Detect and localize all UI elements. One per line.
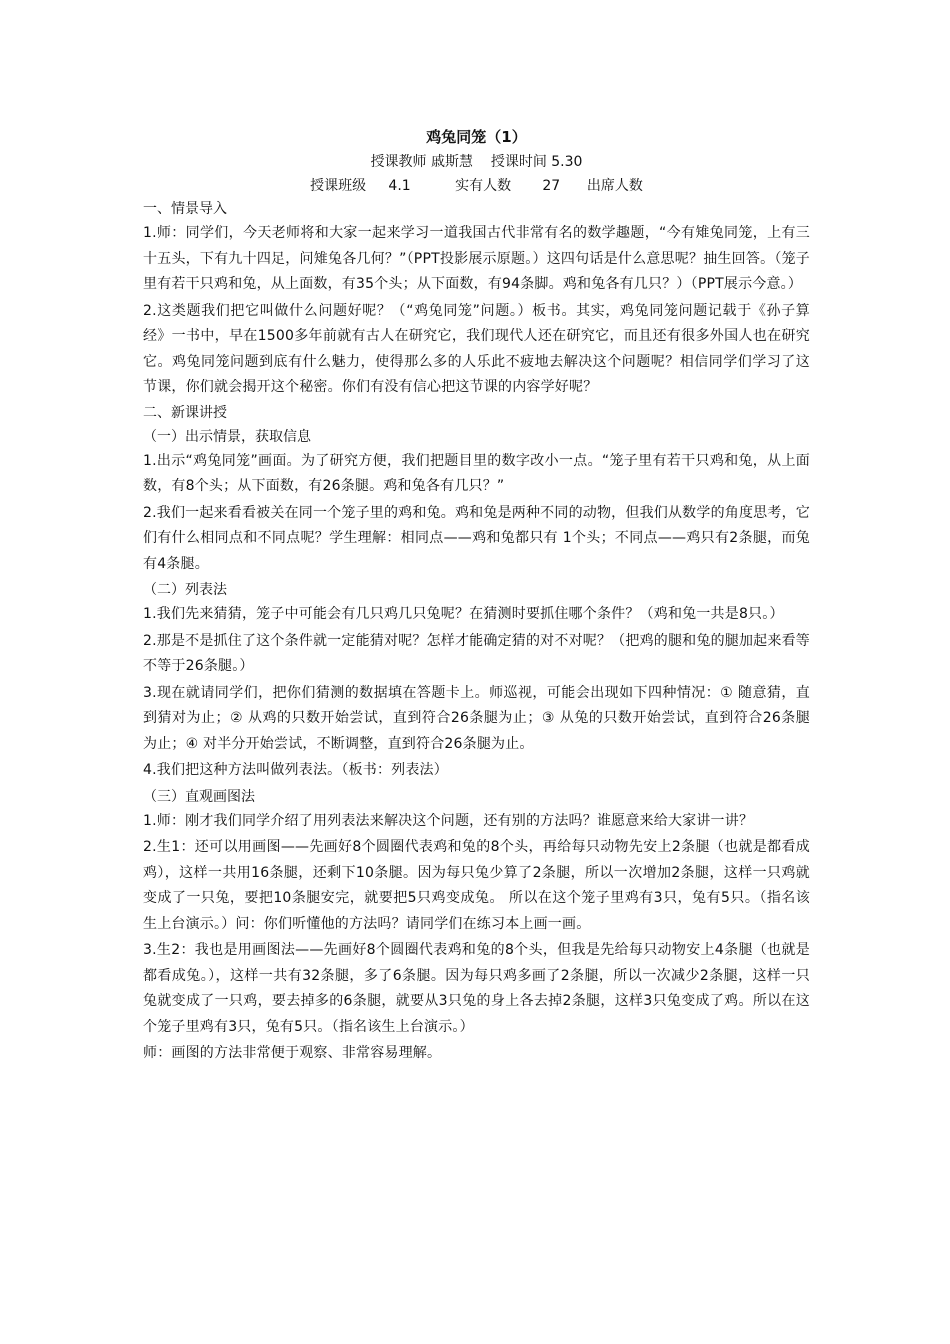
section-heading-new-lesson: 二、新课讲授: [143, 404, 227, 421]
paragraph: 1.师：刚才我们同学介绍了用列表法来解决这个问题，还有别的方法吗？谁愿意来给大家讲一讲？: [143, 812, 754, 829]
paragraph: 1.我们先来猜猜，笼子中可能会有几只鸡几只兔呢？在猜测时要抓住哪个条件？（鸡和兔一共是8只。）: [143, 606, 784, 622]
document-title: 鸡兔同笼（1）: [426, 128, 527, 146]
paragraph: 1.师：同学们，今天老师将和大家一起来学习一道我国古代非常有名的数学趣题，“今有雉兔同笼，上有三十五头，下有九十四足，问雉兔各几何？”（PPT投影展示原题。）这四句话是什么意思呢？抽生回答。（笼子里有若干只鸡和兔，从上面数，有35个头；从下面数，有94条脚。鸡和兔各有几只？）（PPT展示今意。）: [143, 225, 810, 292]
paragraph: 2.生1：还可以用画图——先画好8个圆圈代表鸡和兔的8个头，再给每只动物先安上2条腿（也就是都看成鸡），这样一共用16条腿，还剩下10条腿。因为每只兔少算了2条腿，所以一次增加2条腿，这样一只鸡就变成了一只兔，要把10条腿安完，就要把5只鸡变成兔。 所以在这个笼子里鸡有3只，兔有5只。（指名该生上台演示。）问：你们听懂他的方法吗？请同学们在练习本上画一画。: [143, 839, 810, 932]
subsection-heading: （二）列表法: [143, 582, 227, 598]
document-body: [143, 126, 810, 1068]
subsection-heading: （三）直观画图法: [143, 788, 255, 805]
paragraph: 3.现在就请同学们，把你们猜测的数据填在答题卡上。师巡视，可能会出现如下四种情况：① 随意猜，直到猜对为止；② 从鸡的只数开始尝试，直到符合26条腿为止；③ 从兔的只数开始尝试，直到符合26条腿为止；④ 对半分开始尝试，不断调整，直到符合26条腿为止。: [143, 684, 810, 752]
paragraph: 4.我们把这种方法叫做列表法。（板书：列表法）: [143, 762, 448, 778]
section-heading-intro: 一、情景导入: [143, 201, 227, 217]
teacher-time-line: 授课教师 戚斯慧 授课时间 5.30: [370, 154, 583, 170]
class-attendance-line: 授课班级 4.1 实有人数 27 出席人数: [310, 178, 643, 194]
paragraph: 3.生2：我也是用画图法——先画好8个圆圈代表鸡和兔的8个头，但我是先给每只动物安上4条腿（也就是都看成兔。），这样一共有32条腿，多了6条腿。因为每只鸡多画了2条腿，所以一次减少2条腿，这样一只兔就变成了一只鸡，要去掉多的6条腿，就要从3只兔的身上各去掉2条腿，这样3只兔变成了鸡。所以在这个笼子里鸡有3只，兔有5只。（指名该生上台演示。）: [143, 942, 810, 1035]
paragraph: 1.出示“鸡兔同笼”画面。为了研究方便，我们把题目里的数字改小一点。“笼子里有若干只鸡和兔，从上面数，有8个头；从下面数，有26条腿。鸡和兔各有几只？”: [143, 452, 810, 494]
paragraph: 2.这类题我们把它叫做什么问题好呢？（“鸡兔同笼”问题。）板书。其实，鸡兔同笼问题记载于《孙子算经》一书中，早在1500多年前就有古人在研究它，我们现代人还在研究它，而且还有很多外国人也在研究它。鸡兔同笼问题到底有什么魅力，使得那么多的人乐此不疲地去解决这个问题呢？相信同学们学习了这节课，你们就会揭开这个秘密。你们有没有信心把这节课的内容学好呢？: [143, 302, 810, 395]
subsection-heading: （一）出示情景，获取信息: [143, 428, 311, 445]
paragraph: 2.我们一起来看看被关在同一个笼子里的鸡和兔。鸡和兔是两种不同的动物，但我们从数学的角度思考，它们有什么相同点和不同点呢？学生理解：相同点——鸡和兔都只有 1个头；不同点——鸡只有2条腿，而兔有4条腿。: [143, 504, 810, 572]
paragraph: 2.那是不是抓住了这个条件就一定能猜对呢？怎样才能确定猜的对不对呢？（把鸡的腿和兔的腿加起来看等不等于26条腿。）: [143, 632, 810, 674]
paragraph: 师：画图的方法非常便于观察、非常容易理解。: [143, 1045, 442, 1061]
